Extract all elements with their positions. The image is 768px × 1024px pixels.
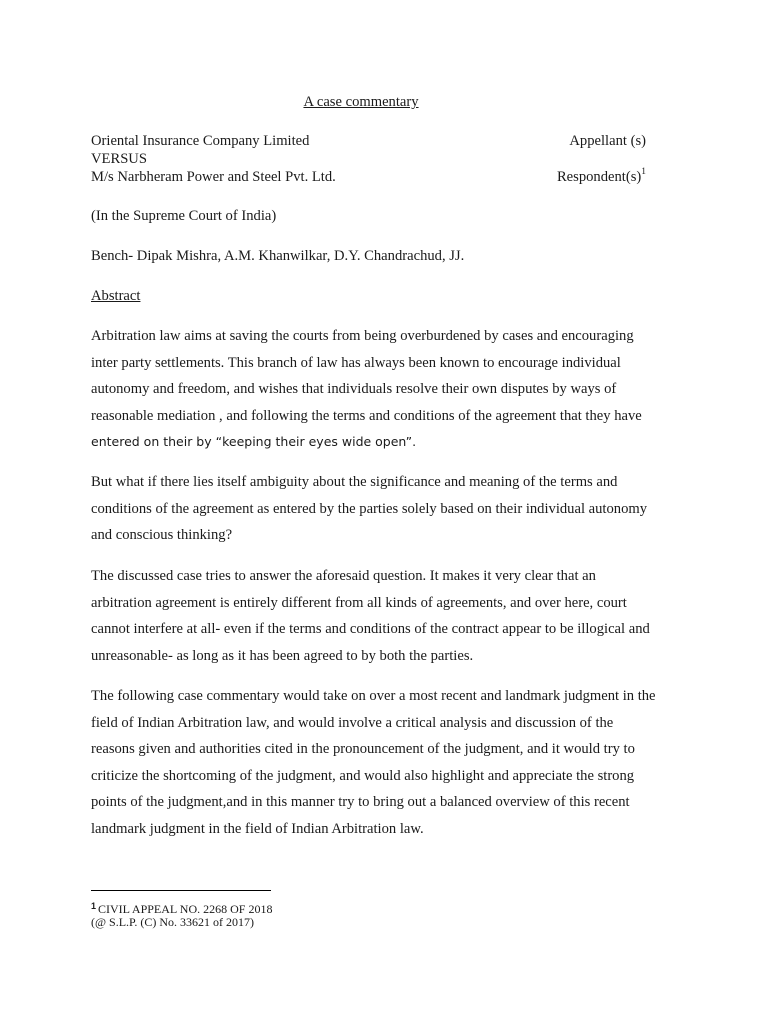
paragraph-line: unreasonable- as long as it has been agreed to by both the parties. <box>91 647 474 664</box>
footnote-line-2: (@ S.L.P. (C) No. 33621 of 2017) <box>91 915 255 929</box>
paragraph-line: But what if there lies itself ambiguity about the significance and meaning of the terms and <box>91 474 618 490</box>
paragraph-line: reasons given and authorities cited in the pronouncement of the judgment, and it would try to <box>91 741 635 758</box>
versus-row <box>91 150 646 168</box>
paragraph-1 <box>91 323 691 456</box>
footnote-divider <box>91 890 271 891</box>
paragraph-line: arbitration agreement is entirely different from all kinds of agreements, and over here, court <box>91 594 627 611</box>
paragraph-line: cannot interfere at all- even if the terms and conditions of the contract appear to be illogical and <box>91 621 650 638</box>
paragraph-line: and conscious thinking? <box>91 527 233 544</box>
bench-line: Bench- Dipak Mishra, A.M. Khanwilkar, D.Y. Chandrachud, JJ. <box>91 248 465 264</box>
paragraph-line: entered on their by “keeping their eyes wide open”. <box>91 434 417 450</box>
paragraph-line: conditions of the agreement as entered by the parties solely based on their individual autonomy <box>91 500 648 517</box>
paragraph-2 <box>91 469 691 549</box>
paragraph-line: The following case commentary would take on over a most recent and landmark judgment in the <box>91 688 656 704</box>
appellant-row <box>91 132 646 150</box>
paragraph-line: points of the judgment,and in this manner try to bring out a balanced overview of this recent <box>91 794 630 811</box>
paragraph-4 <box>91 683 691 843</box>
respondent-row <box>91 168 646 186</box>
paragraph-line: autonomy and freedom, and wishes that individuals resolve their own disputes by ways of <box>91 381 617 398</box>
paragraph-line: landmark judgment in the field of Indian Arbitration law. <box>91 820 424 837</box>
paragraph-3 <box>91 563 691 669</box>
appellant-name: Oriental Insurance Company Limited <box>91 133 310 149</box>
document-title: A case commentary <box>303 94 419 110</box>
paragraph-line: criticize the shortcoming of the judgment, and would also highlight and appreciate the strong <box>91 767 635 784</box>
footnote-reference[interactable]: 1 <box>641 167 646 177</box>
respondent-role: Respondent(s) <box>556 169 642 185</box>
paragraph-line: Arbitration law aims at saving the courts from being overburdened by cases and encouraging <box>91 328 634 344</box>
respondent-role-wrap <box>557 168 646 186</box>
abstract-heading: Abstract <box>91 288 141 304</box>
footnote-text-1: CIVIL APPEAL NO. 2268 OF 2018 <box>98 902 273 916</box>
appellant-role: Appellant (s) <box>569 133 646 149</box>
respondent-name: M/s Narbheram Power and Steel Pvt. Ltd. <box>91 169 336 185</box>
paragraph-line: The discussed case tries to answer the aforesaid question. It makes it very clear that an <box>91 568 596 584</box>
footnote-mark: 1 <box>91 901 97 911</box>
paragraph-line: field of Indian Arbitration law, and would involve a critical analysis and discussion of the <box>91 714 614 731</box>
paragraph-line: inter party settlements. This branch of law has always been known to encourage individual <box>91 354 621 371</box>
court-line: (In the Supreme Court of India) <box>91 208 277 224</box>
paragraph-line: reasonable mediation , and following the terms and conditions of the agreement that they have <box>91 407 642 424</box>
versus-label: VERSUS <box>91 151 147 167</box>
